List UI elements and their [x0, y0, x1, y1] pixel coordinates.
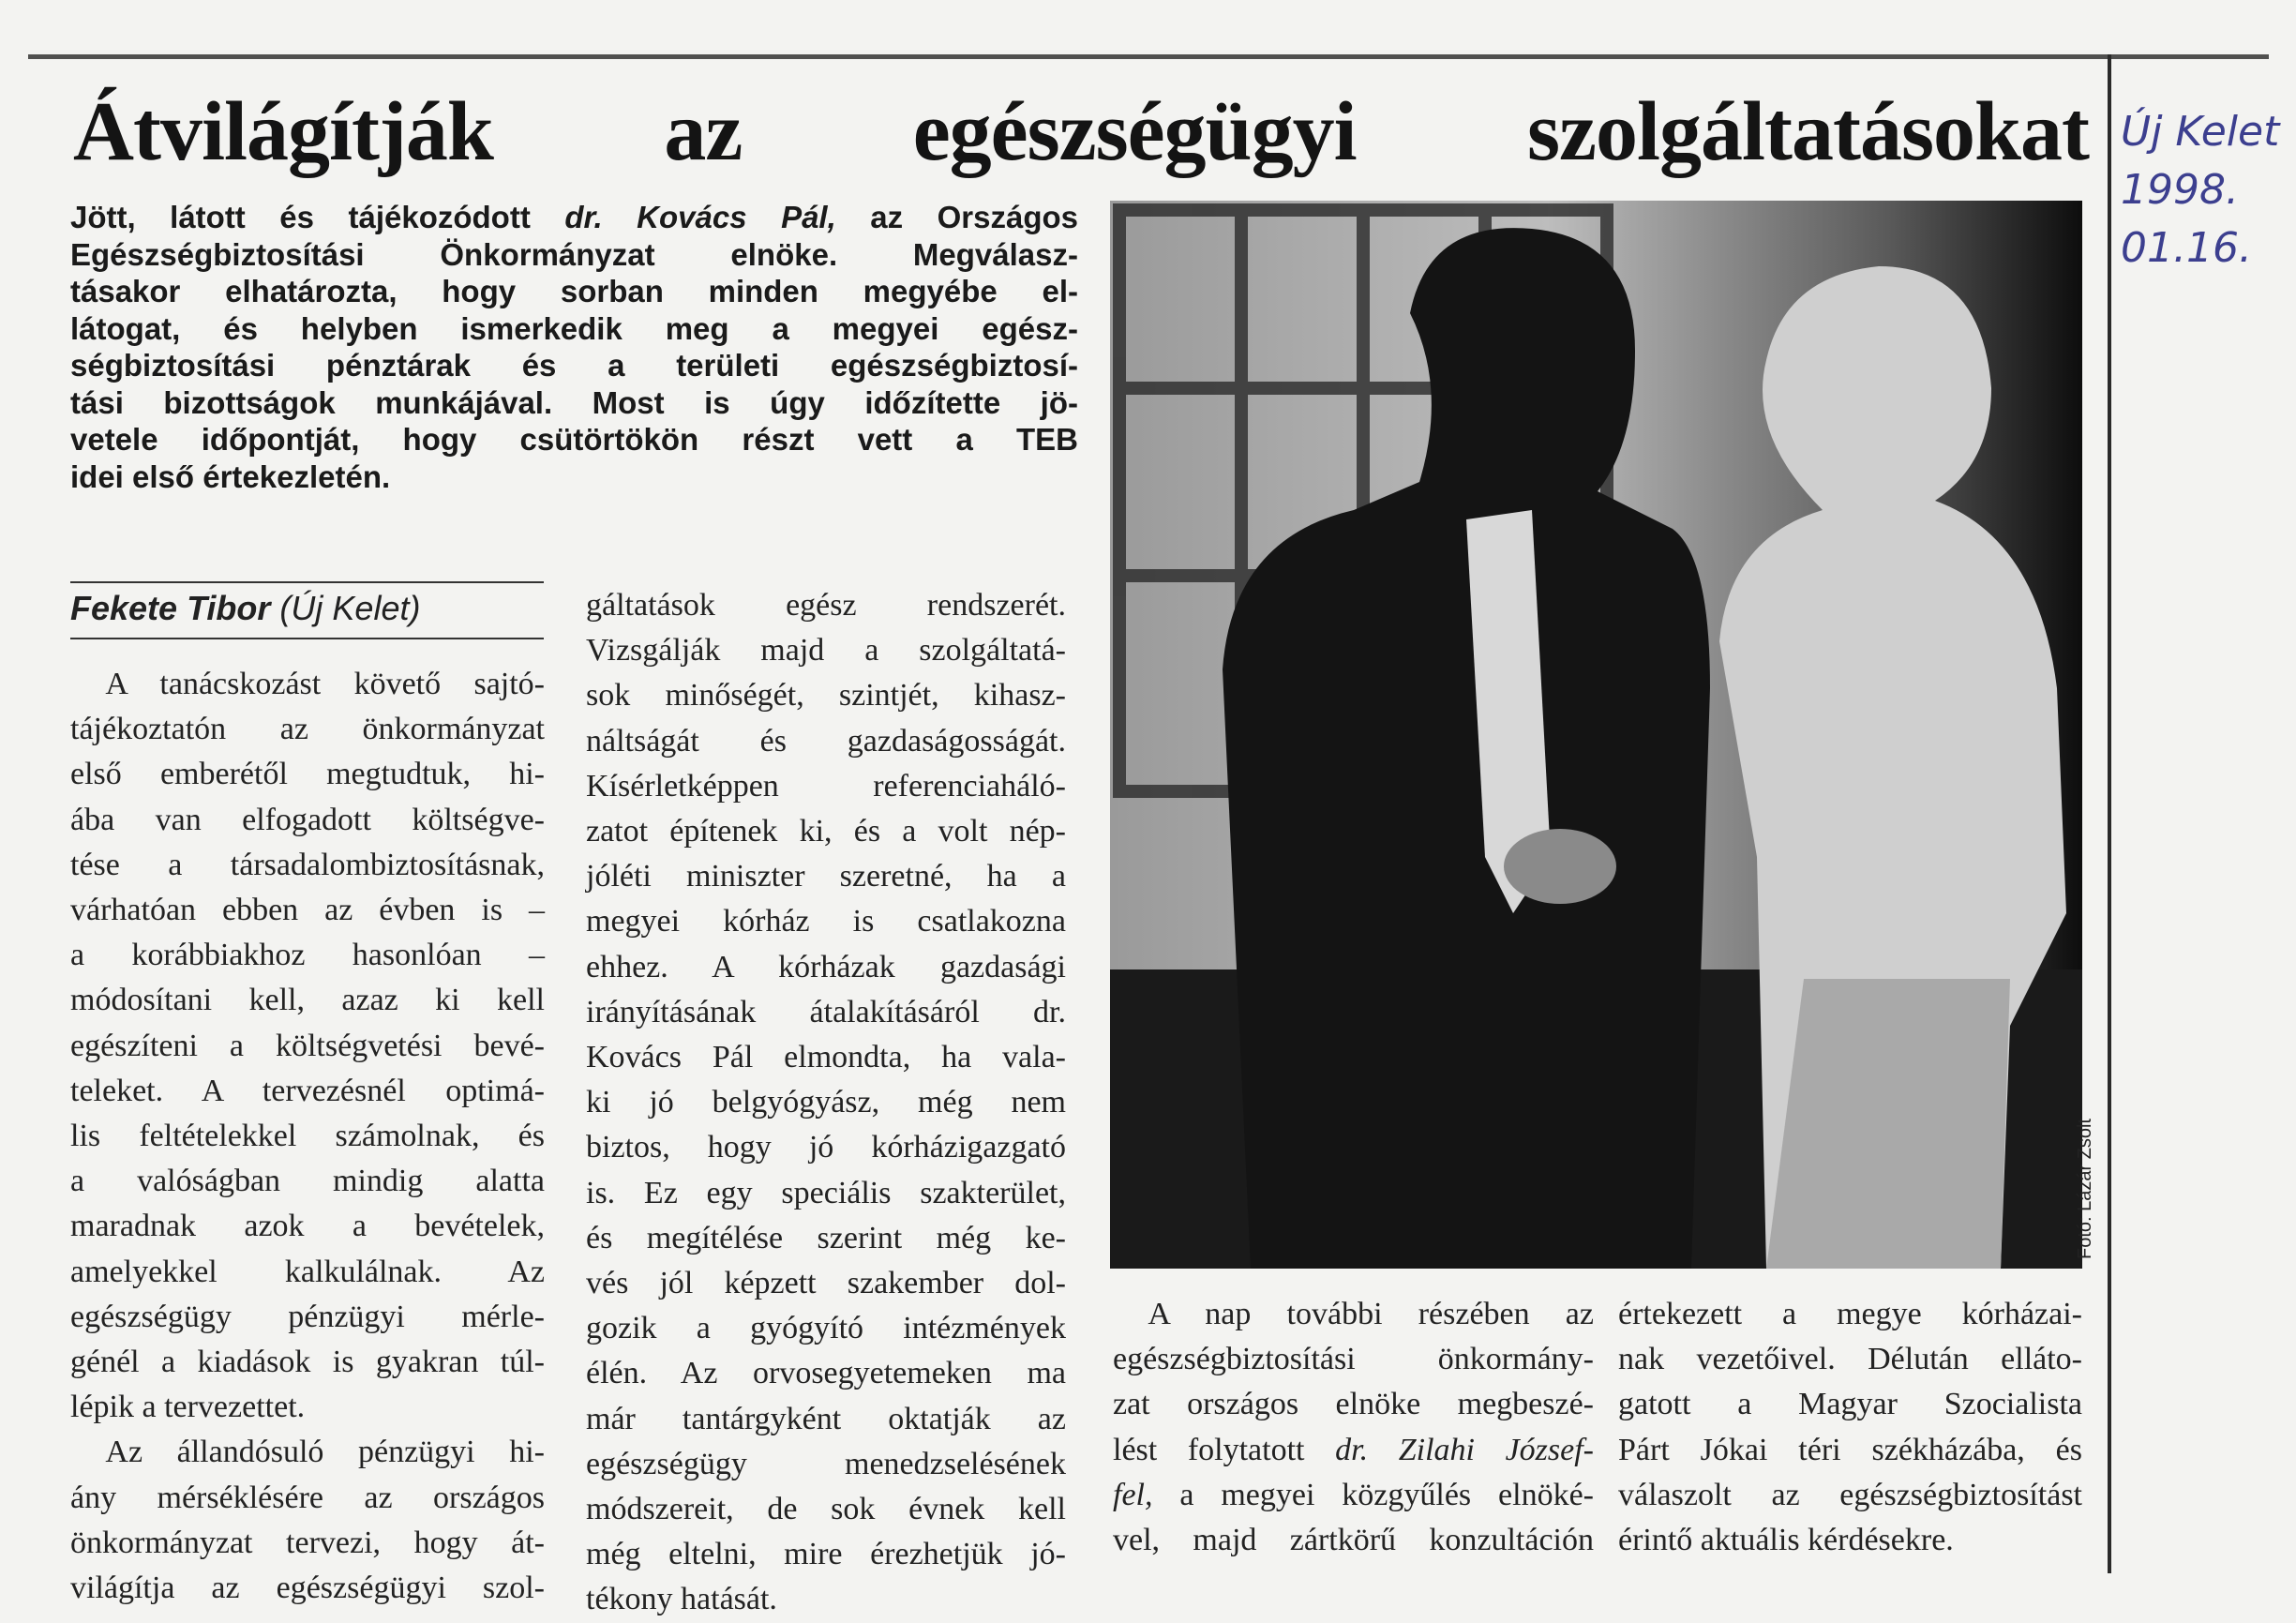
text-line: egészségbiztosítási önkormány- — [1113, 1342, 1594, 1377]
text-line: tése a társadalombiztosításnak, — [70, 847, 545, 882]
text-line: ségbiztosítási pénztárak és a területi egészségbiztosí- — [70, 348, 1078, 383]
text-line: sok minőségét, szintjét, kihasz- — [586, 678, 1066, 714]
text-line: Párt Jókai téri székházába, és — [1618, 1432, 2082, 1467]
article-headline: Átvilágítják az egészségügyi szolgáltatásokat — [73, 85, 2089, 178]
text-line: A nap további részében az — [1148, 1297, 1594, 1331]
text-line: nak vezetőivel. Délután elláto- — [1618, 1342, 2082, 1377]
text-line: idei első értekezletén. — [70, 458, 391, 494]
handwritten-year: 1998. — [2121, 166, 2239, 214]
text-line: gáltatások egész rendszerét. — [586, 588, 1066, 623]
text-line: módosítani kell, azaz ki kell — [70, 983, 545, 1018]
text-line: ány mérséklésére az országos — [70, 1480, 545, 1515]
text-line: tási bizottságok munkájával. Most is úgy időzítette jö- — [70, 384, 1078, 420]
text-line: Jött, látott és tájékozódott dr. Kovács Pál, az Országos — [70, 200, 1079, 234]
text-line: zat országos elnöke megbeszé- — [1113, 1387, 1594, 1422]
handwritten-source: Új Kelet — [2121, 108, 2280, 156]
text-line: lépik a tervezettet. — [70, 1390, 306, 1425]
lead-paragraph — [70, 199, 1078, 495]
text-line: ába van elfogadott költségve- — [70, 802, 545, 837]
text-line: Egészségbiztosítási Önkormányzat elnöke. Megválasz- — [70, 236, 1078, 272]
text-line: amelyekkel kalkulálnak. Az — [70, 1254, 545, 1289]
text-line: náltságát és gazdaságosságát. — [586, 723, 1066, 759]
clipping-edge-line — [2108, 54, 2111, 1573]
photo-credit: Fotó: Lázár Zsolt — [2075, 1118, 2095, 1259]
byline-source: (Új Kelet) — [279, 589, 421, 627]
text-line: teleket. A tervezésnél optimá- — [70, 1073, 545, 1108]
text-line: érintő aktuális kérdésekre. — [1618, 1523, 1954, 1558]
text-line: egészségügy pénzügyi mérle- — [70, 1299, 545, 1334]
text-line: megyei kórház is csatlakozna — [586, 904, 1066, 939]
text-line: fel, a megyei közgyűlés elnöké- — [1113, 1477, 1594, 1512]
body-column-1 — [70, 662, 545, 1611]
text-line: A tanácskozást követő sajtó- — [105, 667, 545, 701]
text-line: zatot építenek ki, és a volt nép- — [586, 814, 1066, 849]
emphasized-name: dr. Zilahi József- — [1335, 1432, 1595, 1467]
byline-rule-bottom — [70, 638, 544, 639]
article-photo — [1110, 201, 2082, 1269]
byline — [70, 587, 420, 630]
text-line: látogat, és helyben ismerkedik meg a megyei egész- — [70, 310, 1078, 346]
text-line: még eltelni, mire érezhetjük jó- — [586, 1537, 1066, 1572]
emphasized-name: dr. Kovács Pál, — [564, 200, 836, 234]
text-line: ki jó belgyógyász, még nem — [586, 1085, 1066, 1120]
text-line: értekezett a megye kórházai- — [1618, 1297, 2082, 1331]
text-line: irányításának átalakításáról dr. — [586, 994, 1066, 1029]
text-line: lis feltételekkel számolnak, és — [70, 1119, 545, 1154]
text-line: lést folytatott dr. Zilahi József- — [1113, 1432, 1595, 1467]
handwritten-note — [2121, 103, 2279, 278]
text-line: génél a kiadások is gyakran túl- — [70, 1345, 545, 1380]
byline-rule-top — [70, 581, 544, 583]
text-line: önkormányzat tervezi, hogy át- — [70, 1525, 545, 1560]
handwritten-date: 01.16. — [2121, 224, 2252, 272]
byline-author: Fekete Tibor — [70, 589, 271, 627]
text-line: vel, majd zártkörű konzultáción — [1113, 1523, 1594, 1558]
text-line: tájékoztatón az önkormányzat — [70, 712, 545, 747]
text-line: és megítélése szerint még ke- — [586, 1220, 1066, 1255]
text-line: jóléti miniszter szeretné, ha a — [586, 859, 1066, 894]
text-line: várhatóan ebben az évben is – — [70, 893, 545, 928]
handshake-photo-image — [1110, 201, 2082, 1269]
body-column-3 — [1113, 1292, 1594, 1563]
body-column-4 — [1618, 1292, 2082, 1563]
text-line: a korábbiakhoz hasonlóan – — [70, 938, 545, 973]
text-line: Az állandósuló pénzügyi hi- — [105, 1435, 545, 1470]
body-column-2 — [586, 583, 1066, 1623]
text-line: első emberétől megtudtuk, hi- — [70, 757, 545, 792]
text-line: gatott a Magyar Szocialista — [1618, 1387, 2082, 1422]
text-line: biztos, hogy jó kórházigazgató — [586, 1130, 1066, 1165]
text-line: vetele időpontját, hogy csütörtökön részt vett a TEB — [70, 422, 1078, 457]
text-line: tásakor elhatározta, hogy sorban minden megyébe el- — [70, 274, 1078, 308]
text-line: világítja az egészségügyi szol- — [70, 1570, 545, 1606]
text-line: vés jól képzett szakember dol- — [586, 1266, 1066, 1301]
text-line: tékony hatását. — [586, 1582, 777, 1617]
text-line: válaszolt az egészségbiztosítást — [1618, 1477, 2082, 1512]
text-line: Kísérletképpen referenciaháló- — [586, 768, 1066, 804]
text-line: Vizsgálják majd a szolgáltatá- — [586, 633, 1066, 669]
text-line: egészségügy menedzselésének — [586, 1446, 1066, 1481]
text-line: Kovács Pál elmondta, ha vala- — [586, 1040, 1066, 1075]
text-line: a valóságban mindig alatta — [70, 1164, 545, 1199]
emphasized-name: fel, — [1113, 1477, 1153, 1512]
text-line: maradnak azok a bevételek, — [70, 1209, 545, 1244]
text-line: egészíteni a költségvetési bevé- — [70, 1028, 545, 1063]
text-line: is. Ez egy speciális szakterület, — [586, 1175, 1066, 1210]
text-line: módszereit, de sok évnek kell — [586, 1492, 1066, 1527]
text-line: már tantárgyként oktatják az — [586, 1401, 1066, 1436]
text-line: ehhez. A kórházak gazdasági — [586, 949, 1066, 984]
text-line: élén. Az orvosegyetemeken ma — [586, 1356, 1066, 1391]
top-rule — [28, 54, 2269, 59]
text-line: gozik a gyógyító intézmények — [586, 1311, 1066, 1346]
